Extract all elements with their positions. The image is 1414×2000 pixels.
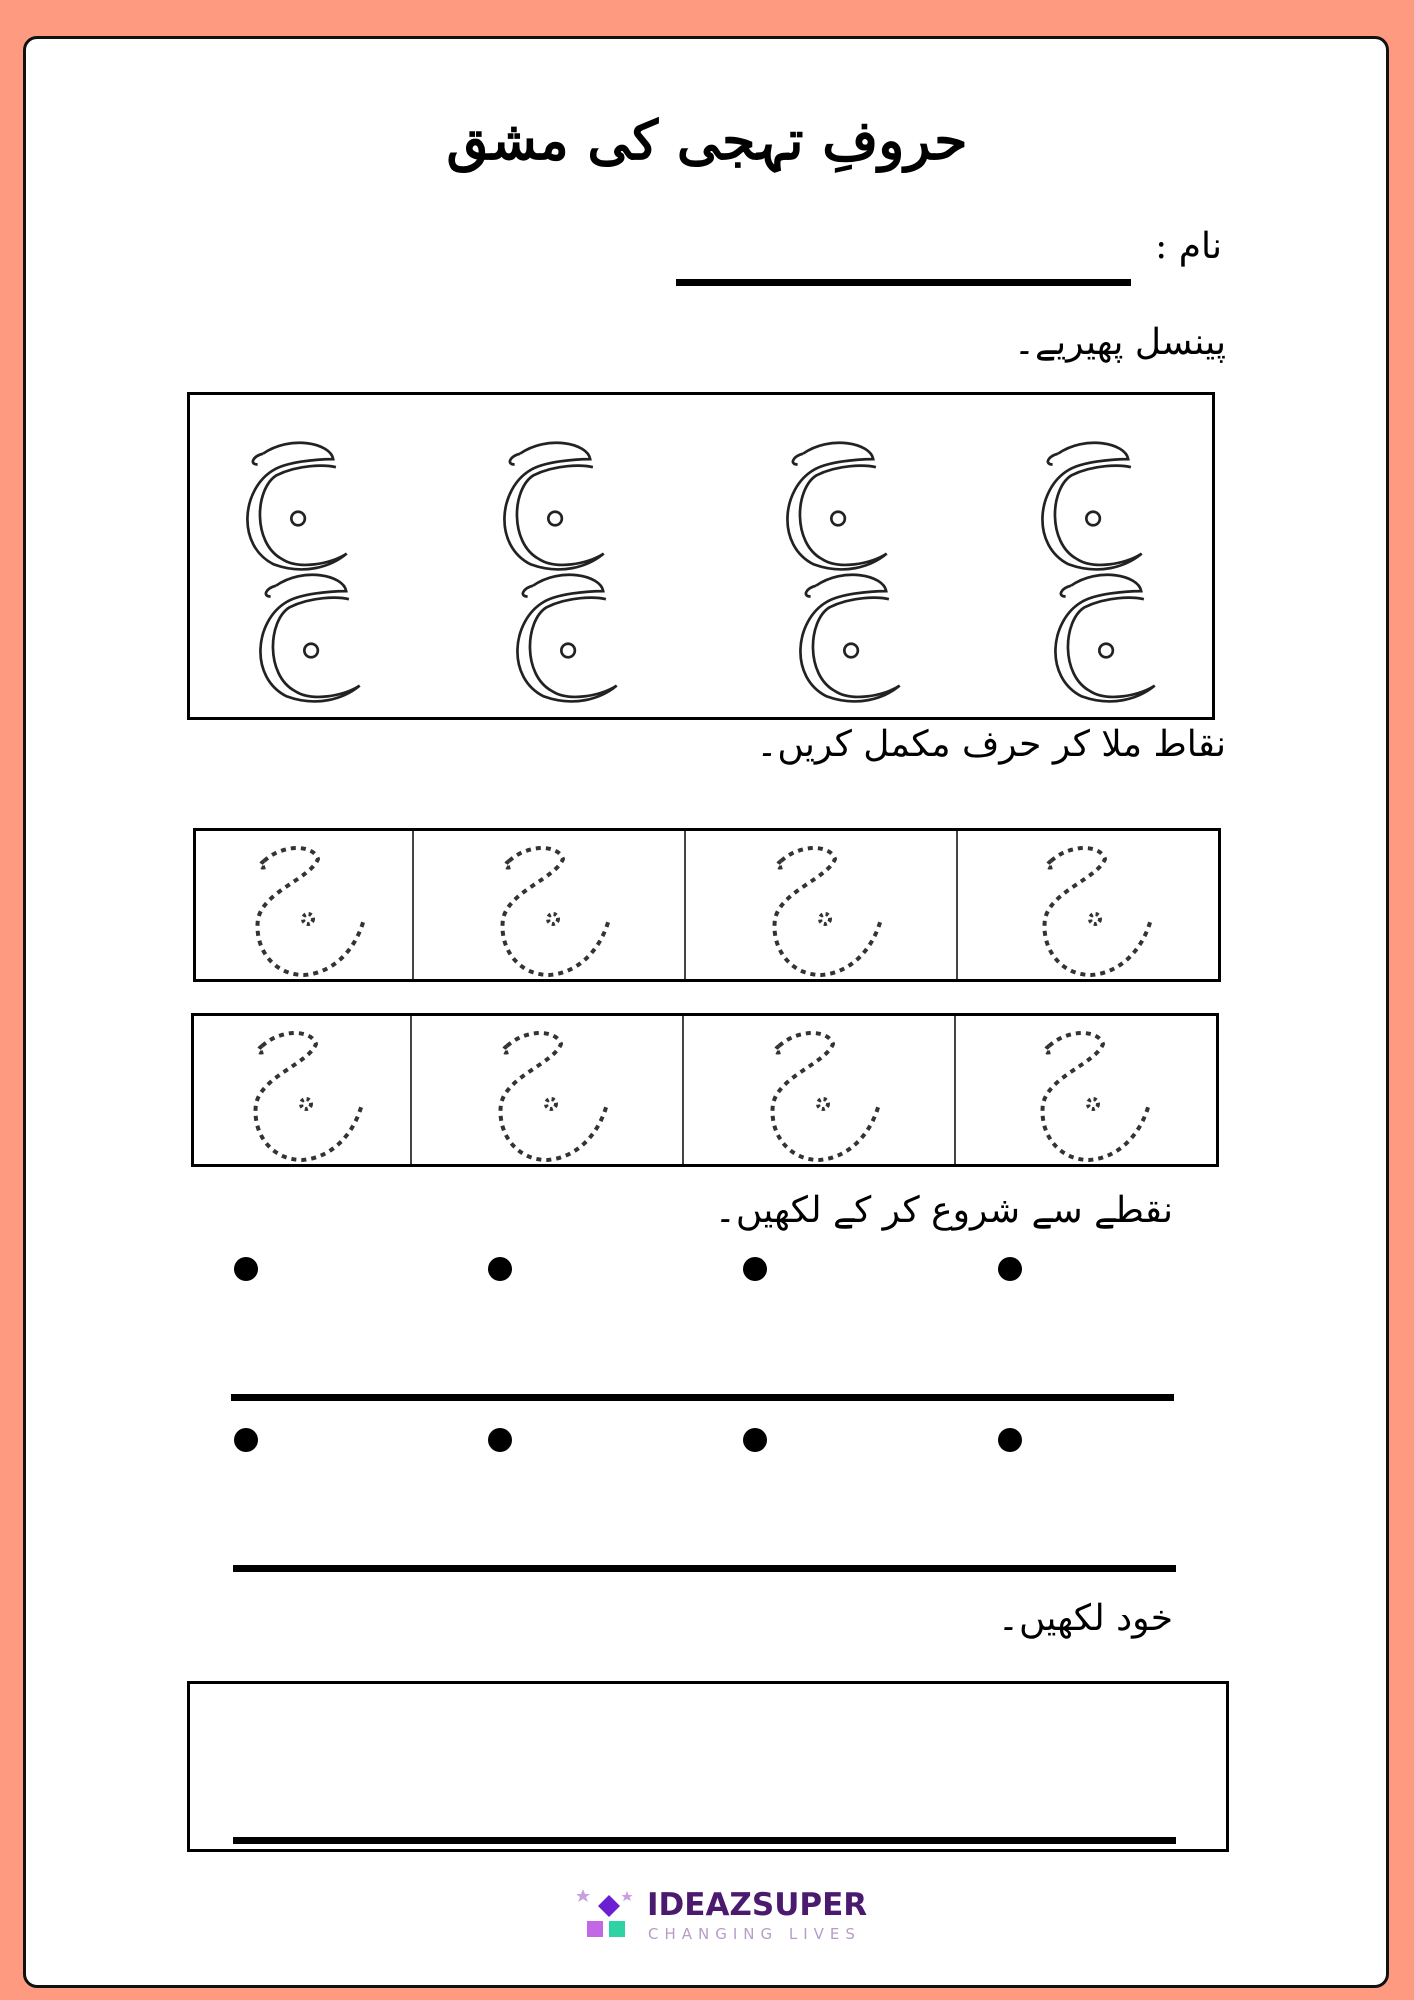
trace-instruction: پینسل پھیریے۔ xyxy=(1013,322,1226,363)
dotted-cell[interactable] xyxy=(414,831,686,979)
dotted-cell[interactable] xyxy=(684,1016,956,1164)
write-yourself-instruction: خود لکھیں۔ xyxy=(997,1598,1173,1639)
brand-logo xyxy=(577,1887,877,1945)
brand-name: IDEAZSUPER xyxy=(647,1887,868,1923)
start-dot[interactable] xyxy=(998,1428,1022,1452)
name-label: نام : xyxy=(1155,226,1222,267)
dotted-cell[interactable] xyxy=(958,831,1224,979)
free-writing-box[interactable] xyxy=(187,1681,1229,1852)
dotted-cell[interactable] xyxy=(956,1016,1222,1164)
outline-letter-r1c1[interactable] xyxy=(247,443,346,570)
outline-letter-r1c4[interactable] xyxy=(1042,443,1141,570)
start-from-dot-instruction: نقطے سے شروع کر کے لکھیں۔ xyxy=(714,1190,1173,1231)
start-dot[interactable] xyxy=(234,1257,258,1281)
start-dot[interactable] xyxy=(998,1257,1022,1281)
outline-letter-r2c2[interactable] xyxy=(517,575,616,702)
free-writing-baseline[interactable] xyxy=(233,1837,1176,1844)
writing-baseline-2[interactable] xyxy=(233,1565,1176,1572)
dotted-grid-row-2 xyxy=(191,1013,1219,1167)
dotted-cell[interactable] xyxy=(686,831,958,979)
dotted-grid-row-1 xyxy=(193,828,1221,982)
dotted-cell[interactable] xyxy=(196,831,414,979)
outline-letters-svg xyxy=(190,395,1212,717)
brand-logo-icon xyxy=(577,1887,643,1943)
writing-baseline-1[interactable] xyxy=(231,1394,1174,1401)
outline-letter-r2c4[interactable] xyxy=(1055,575,1154,702)
brand-tagline: CHANGING LIVES xyxy=(648,1925,861,1943)
dotted-cell[interactable] xyxy=(412,1016,684,1164)
outline-letter-r1c2[interactable] xyxy=(504,443,603,570)
start-dot[interactable] xyxy=(743,1257,767,1281)
outline-letter-r2c1[interactable] xyxy=(260,575,359,702)
outline-letters-box xyxy=(187,392,1215,720)
worksheet-title: حروفِ تہجی کی مشق xyxy=(446,108,968,172)
start-dot[interactable] xyxy=(488,1428,512,1452)
connect-dots-instruction: نقاط ملا کر حرف مکمل کریں۔ xyxy=(756,724,1226,765)
outline-letter-r1c3[interactable] xyxy=(787,443,886,570)
start-dot[interactable] xyxy=(743,1428,767,1452)
name-write-line[interactable] xyxy=(676,279,1131,286)
outline-letter-r2c3[interactable] xyxy=(800,575,899,702)
dotted-cell[interactable] xyxy=(194,1016,412,1164)
start-dot[interactable] xyxy=(234,1428,258,1452)
start-dot[interactable] xyxy=(488,1257,512,1281)
